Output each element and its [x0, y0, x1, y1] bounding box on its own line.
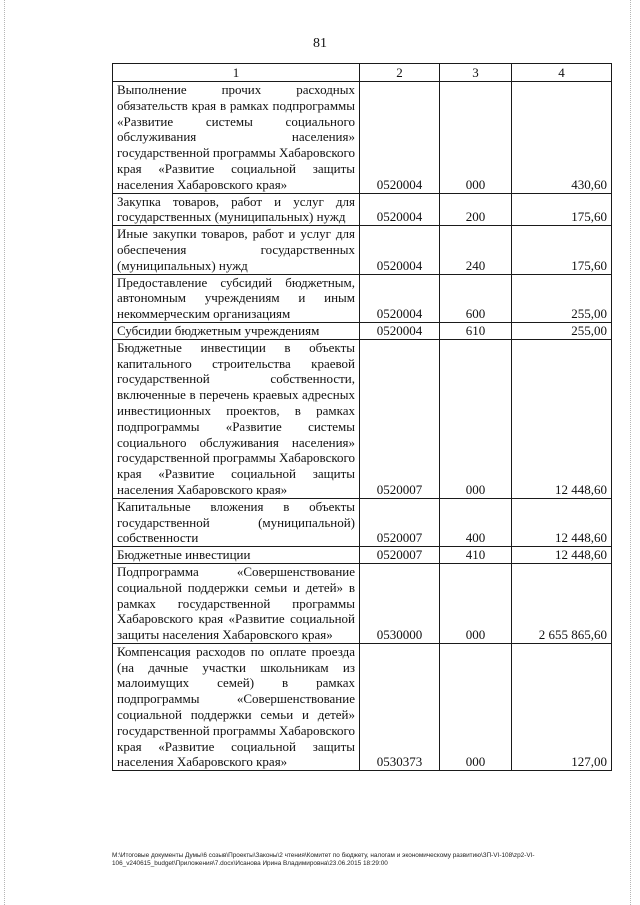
budget-table	[112, 63, 612, 771]
row-type: 410	[440, 547, 512, 564]
document-path-footer: M:\Итоговые документы Думы\6 созыв\Проекты\Законы\2 чтения\Комитет по бюджету, налогам и экономическому развитию\ЗП-VI-108\zp2-VI-106_v240615_budget\Приложения\7.docx\Исанова Ирина Владимировна\23.06.2015 18:29:00	[112, 852, 535, 867]
table-row	[113, 547, 612, 564]
row-code: 0520004	[360, 274, 440, 322]
row-type: 400	[440, 498, 512, 546]
table-row	[113, 226, 612, 274]
row-type: 240	[440, 226, 512, 274]
row-code: 0520004	[360, 226, 440, 274]
row-type: 610	[440, 322, 512, 339]
row-name: Субсидии бюджетным учреждениям	[113, 322, 360, 339]
table-header-row	[113, 64, 612, 82]
table-row	[113, 563, 612, 643]
row-name: Бюджетные инвестиции в объекты капитального строительства краевой государственной собственности, включенные в перечень краевых адресных инвестиционных проектов, в рамках подпрограммы «Развитие системы социального обслуживания населения» государственной программы Хабаровского края «Развитие социальной защиты населения Хабаровского края»	[113, 339, 360, 498]
row-amount: 12 448,60	[512, 498, 612, 546]
column-header-code: 2	[360, 64, 440, 82]
row-code: 0520007	[360, 339, 440, 498]
scan-edge-right	[630, 0, 631, 905]
row-code: 0520004	[360, 322, 440, 339]
row-name: Подпрограмма «Совершенствование социальной поддержки семьи и детей» в рамках государственной программы Хабаровского края «Развитие социальной защиты населения Хабаровского края»	[113, 563, 360, 643]
row-name: Бюджетные инвестиции	[113, 547, 360, 564]
table-row	[113, 274, 612, 322]
table-row	[113, 82, 612, 194]
row-name: Закупка товаров, работ и услуг для государственных (муниципальных) нужд	[113, 193, 360, 226]
row-code: 0520004	[360, 193, 440, 226]
row-code: 0520007	[360, 498, 440, 546]
row-name: Иные закупки товаров, работ и услуг для обеспечения государственных (муниципальных) нужд	[113, 226, 360, 274]
scan-edge-left	[4, 0, 5, 905]
row-type: 600	[440, 274, 512, 322]
row-type: 000	[440, 339, 512, 498]
row-name: Выполнение прочих расходных обязательств края в рамках подпрограммы «Развитие системы социального обслуживания населения» государственной программы Хабаровского края «Развитие социальной защиты населения Хабаровского края»	[113, 82, 360, 194]
row-name: Капитальные вложения в объекты государственной (муниципальной) собственности	[113, 498, 360, 546]
page-number: 81	[313, 36, 327, 51]
row-type: 000	[440, 643, 512, 770]
column-header-amount: 4	[512, 64, 612, 82]
row-amount: 255,00	[512, 322, 612, 339]
table-row	[113, 643, 612, 770]
row-type: 000	[440, 82, 512, 194]
row-type: 200	[440, 193, 512, 226]
row-code: 0520004	[360, 82, 440, 194]
row-amount: 175,60	[512, 226, 612, 274]
row-amount: 127,00	[512, 643, 612, 770]
row-code: 0530373	[360, 643, 440, 770]
table-row	[113, 498, 612, 546]
table-row	[113, 193, 612, 226]
row-type: 000	[440, 563, 512, 643]
row-code: 0530000	[360, 563, 440, 643]
row-amount: 2 655 865,60	[512, 563, 612, 643]
column-header-name: 1	[113, 64, 360, 82]
row-amount: 175,60	[512, 193, 612, 226]
row-code: 0520007	[360, 547, 440, 564]
row-name: Компенсация расходов по оплате проезда (на дачные участки школьникам из малоимущих семей) в рамках подпрограммы «Совершенствование социальной поддержки семьи и детей» государственной программы Хабаровского края «Развитие социальной защиты населения Хабаровского края»	[113, 643, 360, 770]
table-row	[113, 339, 612, 498]
row-name: Предоставление субсидий бюджетным, автономным учреждениям и иным некоммерческим организациям	[113, 274, 360, 322]
table-row	[113, 322, 612, 339]
row-amount: 430,60	[512, 82, 612, 194]
row-amount: 12 448,60	[512, 547, 612, 564]
row-amount: 12 448,60	[512, 339, 612, 498]
row-amount: 255,00	[512, 274, 612, 322]
column-header-type: 3	[440, 64, 512, 82]
